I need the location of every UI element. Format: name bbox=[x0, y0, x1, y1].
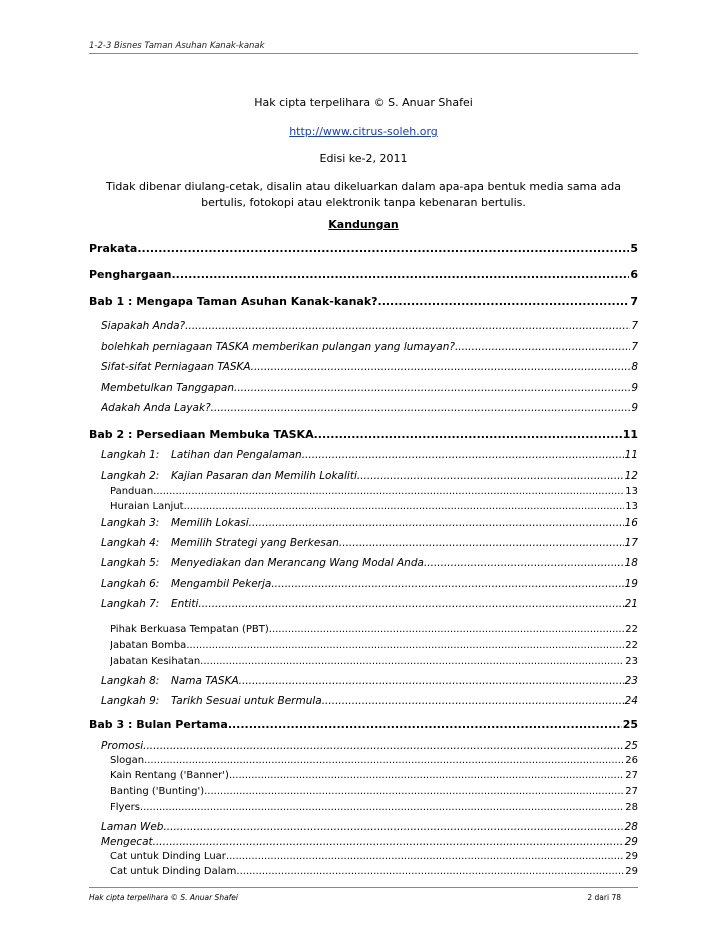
toc-entry-label bbox=[101, 675, 239, 687]
toc-page-number: 22 bbox=[625, 640, 638, 651]
toc-page-number: 23 bbox=[625, 656, 638, 667]
toc-entry[interactable] bbox=[110, 501, 638, 515]
toc-step-label: Langkah 8: bbox=[101, 675, 160, 687]
toc-leader-dots bbox=[143, 740, 624, 752]
toc-entry[interactable] bbox=[89, 718, 638, 732]
footer-divider bbox=[89, 887, 638, 888]
toc-page-number: 16 bbox=[624, 517, 638, 529]
toc-entry-label bbox=[101, 517, 249, 529]
toc-page-number: 28 bbox=[625, 802, 638, 813]
edition-line: Edisi ke-2, 2011 bbox=[319, 152, 408, 165]
toc-leader-dots bbox=[424, 557, 624, 569]
toc-entry[interactable] bbox=[110, 486, 638, 500]
toc-entry[interactable] bbox=[101, 402, 638, 416]
toc-page-number: 9 bbox=[631, 402, 638, 414]
toc-page-number: 7 bbox=[630, 295, 638, 308]
toc-entry-label bbox=[101, 449, 302, 461]
toc-page-number: 29 bbox=[625, 851, 638, 862]
toc-page-number: 25 bbox=[622, 718, 638, 731]
toc-page-number: 22 bbox=[625, 624, 638, 635]
toc-entry[interactable] bbox=[110, 755, 638, 769]
toc-leader-dots bbox=[153, 836, 624, 848]
toc-page-number: 29 bbox=[625, 866, 638, 877]
toc-leader-dots bbox=[163, 821, 623, 833]
toc-entry[interactable] bbox=[101, 449, 638, 463]
toc-entry[interactable] bbox=[110, 640, 638, 654]
toc-entry[interactable] bbox=[101, 695, 638, 709]
toc-leader-dots bbox=[314, 428, 622, 441]
header-divider bbox=[89, 53, 638, 54]
toc-page-number: 28 bbox=[624, 821, 638, 833]
toc-leader-dots bbox=[239, 675, 624, 687]
toc-step-title: Kajian Pasaran dan Memilih Lokaliti bbox=[171, 470, 357, 482]
toc-page-number: 7 bbox=[631, 320, 638, 332]
toc-entry-label: bolehkah perniagaan TASKA memberikan pulangan yang lumayan? bbox=[101, 341, 455, 353]
toc-entry[interactable] bbox=[101, 382, 638, 396]
toc-page-number: 18 bbox=[624, 557, 638, 569]
toc-leader-dots bbox=[211, 402, 631, 414]
toc-entry-label: Jabatan Bomba bbox=[110, 640, 187, 651]
toc-entry-label: Sifat-sifat Perniagaan TASKA bbox=[101, 361, 251, 373]
toc-leader-dots bbox=[137, 242, 629, 255]
toc-entry[interactable] bbox=[101, 557, 638, 571]
toc-step-title: Mengambil Pekerja bbox=[171, 578, 272, 590]
toc-entry[interactable] bbox=[101, 361, 638, 375]
toc-leader-dots bbox=[229, 770, 624, 781]
toc-entry-label: Adakah Anda Layak? bbox=[101, 402, 211, 414]
toc-entry-label: Flyers bbox=[110, 802, 140, 813]
toc-entry-label: Banting ('Bunting') bbox=[110, 786, 205, 797]
toc-page-number: 5 bbox=[630, 242, 638, 255]
toc-entry-label: Cat untuk Dinding Dalam bbox=[110, 866, 237, 877]
toc-entry[interactable] bbox=[101, 598, 638, 612]
toc-page-number: 19 bbox=[624, 578, 638, 590]
toc-page-number: 11 bbox=[624, 449, 638, 461]
toc-entry-label bbox=[101, 578, 271, 590]
toc-page-number: 27 bbox=[625, 786, 638, 797]
toc-leader-dots bbox=[140, 802, 624, 813]
toc-leader-dots bbox=[186, 640, 624, 651]
toc-leader-dots bbox=[198, 598, 623, 610]
toc-page-number: 21 bbox=[624, 598, 638, 610]
toc-leader-dots bbox=[339, 537, 624, 549]
toc-entry[interactable] bbox=[101, 578, 638, 592]
toc-entry-label: Bab 2 : Persediaan Membuka TASKA bbox=[89, 428, 314, 441]
page-number: 2 dari 78 bbox=[587, 893, 621, 902]
toc-leader-dots bbox=[269, 624, 625, 635]
toc-entry[interactable] bbox=[101, 821, 638, 835]
toc-leader-dots bbox=[236, 866, 624, 877]
toc-entry-label: Mengecat bbox=[101, 836, 153, 848]
toc-entry[interactable] bbox=[89, 295, 638, 309]
toc-entry-label: Huraian Lanjut bbox=[110, 501, 184, 512]
toc-step-label: Langkah 5: bbox=[101, 557, 160, 569]
toc-entry[interactable] bbox=[101, 675, 638, 689]
toc-step-title: Nama TASKA bbox=[171, 675, 239, 687]
toc-page-number: 26 bbox=[625, 755, 638, 766]
toc-leader-dots bbox=[204, 786, 624, 797]
toc-leader-dots bbox=[234, 382, 630, 394]
toc-title: Kandungan bbox=[328, 218, 399, 231]
toc-step-title: Entiti bbox=[171, 598, 199, 610]
toc-leader-dots bbox=[171, 268, 629, 281]
toc-entry[interactable] bbox=[110, 802, 638, 816]
toc-entry[interactable] bbox=[101, 836, 638, 850]
toc-leader-dots bbox=[249, 517, 624, 529]
toc-entry-label: Siapakah Anda? bbox=[101, 320, 186, 332]
toc-leader-dots bbox=[144, 755, 624, 766]
toc-step-title: Memilih Strategi yang Berkesan bbox=[171, 537, 339, 549]
toc-entry-label: Prakata bbox=[89, 242, 138, 255]
running-header: 1-2-3 Bisnes Taman Asuhan Kanak-kanak bbox=[89, 41, 265, 51]
footer-copyright: Hak cipta terpelihara © S. Anuar Shafei bbox=[89, 893, 239, 902]
toc-entry[interactable] bbox=[110, 851, 638, 865]
toc-entry-label: Laman Web bbox=[101, 821, 164, 833]
toc-entry-label bbox=[101, 537, 339, 549]
toc-entry[interactable] bbox=[101, 320, 638, 334]
toc-entry-label: Bab 1 : Mengapa Taman Asuhan Kanak-kanak? bbox=[89, 295, 378, 308]
toc-step-label: Langkah 2: bbox=[101, 470, 160, 482]
toc-step-title: Latihan dan Pengalaman bbox=[171, 449, 302, 461]
toc-page-number: 11 bbox=[622, 428, 638, 441]
toc-entry[interactable] bbox=[101, 341, 638, 355]
toc-leader-dots bbox=[251, 361, 631, 373]
toc-step-title: Menyediakan dan Merancang Wang Modal Anda bbox=[171, 557, 424, 569]
toc-page-number: 6 bbox=[630, 268, 638, 281]
toc-leader-dots bbox=[153, 486, 624, 497]
toc-entry[interactable] bbox=[110, 866, 638, 880]
toc-entry[interactable] bbox=[110, 770, 638, 784]
toc-entry[interactable] bbox=[110, 656, 638, 670]
toc-leader-dots bbox=[184, 501, 625, 512]
toc-page-number: 17 bbox=[624, 537, 638, 549]
toc-page-number: 8 bbox=[631, 361, 638, 373]
toc-page-number: 23 bbox=[624, 675, 638, 687]
toc-step-label: Langkah 4: bbox=[101, 537, 160, 549]
website-link[interactable]: http://www.citrus-soleh.org bbox=[289, 125, 438, 138]
toc-entry[interactable] bbox=[110, 786, 638, 800]
toc-step-label: Langkah 7: bbox=[101, 598, 160, 610]
toc-page-number: 13 bbox=[625, 486, 638, 497]
toc-entry[interactable] bbox=[101, 470, 638, 484]
toc-page-number: 27 bbox=[625, 770, 638, 781]
toc-entry-label: Kain Rentang ('Banner') bbox=[110, 770, 229, 781]
toc-entry[interactable] bbox=[110, 624, 638, 638]
toc-entry-label: Penghargaan bbox=[89, 268, 172, 281]
copyright-line: Hak cipta terpelihara © S. Anuar Shafei bbox=[254, 96, 473, 109]
toc-entry-label bbox=[101, 695, 322, 707]
url-line bbox=[89, 125, 638, 138]
toc-entry[interactable] bbox=[89, 268, 638, 282]
toc-leader-dots bbox=[185, 320, 630, 332]
toc-entry[interactable] bbox=[89, 428, 638, 442]
toc-step-title: Tarikh Sesuai untuk Bermula bbox=[171, 695, 322, 707]
toc-leader-dots bbox=[200, 656, 624, 667]
toc-entry-label: Pihak Berkuasa Tempatan (PBT) bbox=[110, 624, 269, 635]
toc-leader-dots bbox=[357, 470, 624, 482]
toc-leader-dots bbox=[322, 695, 624, 707]
toc-entry-label: Panduan bbox=[110, 486, 154, 497]
toc-step-label: Langkah 6: bbox=[101, 578, 160, 590]
toc-entry-label: Promosi bbox=[101, 740, 144, 752]
toc-entry[interactable] bbox=[101, 517, 638, 531]
toc-page-number: 9 bbox=[631, 382, 638, 394]
toc-step-label: Langkah 9: bbox=[101, 695, 160, 707]
toc-entry-label: Bab 3 : Bulan Pertama bbox=[89, 718, 228, 731]
toc-leader-dots bbox=[228, 718, 622, 731]
toc-page-number: 25 bbox=[624, 740, 638, 752]
toc-leader-dots bbox=[378, 295, 630, 308]
toc-leader-dots bbox=[302, 449, 624, 461]
toc-page-number: 12 bbox=[624, 470, 638, 482]
toc-entry-label bbox=[101, 470, 357, 482]
toc-page-number: 29 bbox=[624, 836, 638, 848]
toc-step-title: Memilih Lokasi bbox=[171, 517, 249, 529]
toc-step-label: Langkah 3: bbox=[101, 517, 160, 529]
toc-entry-label bbox=[101, 557, 424, 569]
toc-entry-label: Cat untuk Dinding Luar bbox=[110, 851, 226, 862]
toc-entry-label: Slogan bbox=[110, 755, 145, 766]
toc-leader-dots bbox=[455, 341, 630, 353]
toc-entry[interactable] bbox=[101, 740, 638, 754]
toc-page-number: 13 bbox=[625, 501, 638, 512]
toc-entry-label: Jabatan Kesihatan bbox=[110, 656, 201, 667]
toc-page-number: 24 bbox=[624, 695, 638, 707]
toc-entry-label bbox=[101, 598, 198, 610]
toc-entry[interactable] bbox=[101, 537, 638, 551]
toc-entry[interactable] bbox=[89, 242, 638, 256]
toc-leader-dots bbox=[271, 578, 623, 590]
toc-step-label: Langkah 1: bbox=[101, 449, 160, 461]
toc-leader-dots bbox=[226, 851, 624, 862]
toc-entry-label: Membetulkan Tanggapan bbox=[101, 382, 234, 394]
copyright-notice: Tidak dibenar diulang-cetak, disalin atau dikeluarkan dalam apa-apa bentuk media sama ada bertulis, fotokopi atau elektronik tanpa kebenaran bertulis. bbox=[106, 180, 621, 209]
toc-page-number: 7 bbox=[631, 341, 638, 353]
